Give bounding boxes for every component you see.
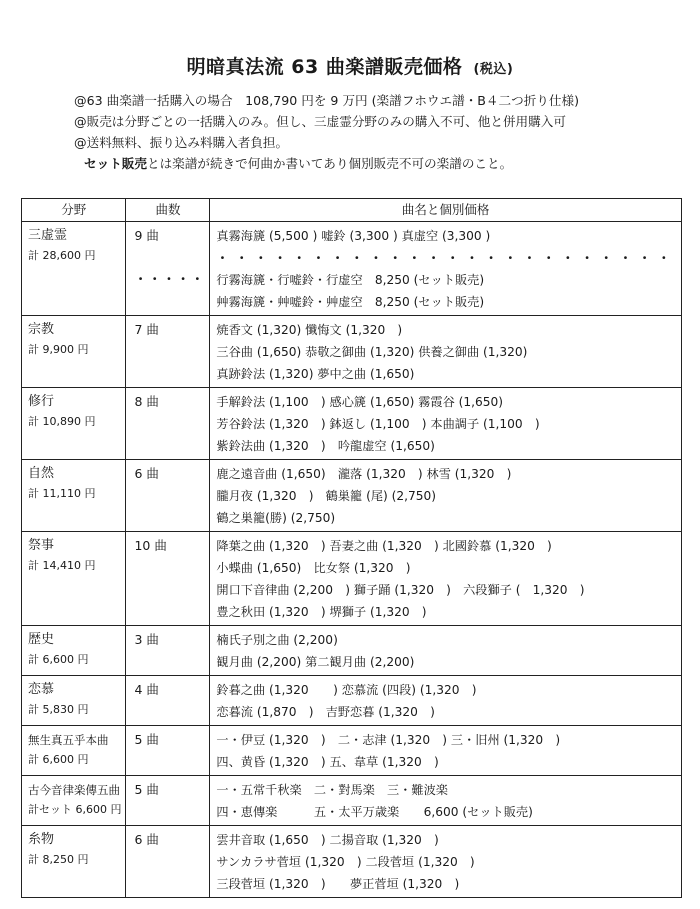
song-price-line: 鶴之巣籠(勝) (2,750) <box>216 511 336 525</box>
songs-cell <box>210 676 682 726</box>
song-price-line: 豊之秋田 (1,320 ) 堺獅子 (1,320 ) <box>216 605 427 619</box>
intro-line-sales: @販売は分野ごとの一括購入のみ。但し、三虚霊分野のみの購入不可、他と併用購入可 <box>74 114 566 129</box>
songs-cell <box>210 222 682 316</box>
table-header-row <box>22 199 682 222</box>
songs-cell <box>210 776 682 826</box>
category-total: 計 6,600 円 <box>28 653 89 666</box>
song-price-line: 行霧海篪・行嘘鈴・行虚空 8,250 (セット販売) <box>216 273 485 287</box>
category-cell <box>22 316 126 388</box>
song-price-line: 焼香文 (1,320) 懺悔文 (1,320 ) <box>216 323 403 337</box>
price-table <box>21 198 682 898</box>
category-cell <box>22 826 126 898</box>
songs-cell <box>210 532 682 626</box>
count-cell <box>126 826 210 898</box>
category-total: 計 10,890 円 <box>28 415 96 428</box>
intro-line-set <box>74 153 684 174</box>
set-sale-term: セット販売 <box>84 156 147 171</box>
ellipsis-line: ・・・・・・・・・・・・・・・・・・・・・・・・ <box>216 251 677 265</box>
intro-line-shipping: @送料無料、振り込み料購入者負担。 <box>74 135 289 150</box>
song-count: 8 曲 <box>134 394 159 409</box>
category-cell <box>22 626 126 676</box>
category-name: 無生真五乎本曲 <box>28 733 109 747</box>
category-cell <box>22 726 126 776</box>
category-total: 計 9,900 円 <box>28 343 89 356</box>
table-row <box>22 626 682 676</box>
page-title <box>0 52 700 79</box>
song-price-line: 艸霧海篪・艸嘘鈴・艸虚空 8,250 (セット販売) <box>216 295 485 309</box>
songs-cell <box>210 388 682 460</box>
table-row <box>22 676 682 726</box>
count-cell <box>126 676 210 726</box>
category-name: 宗教 <box>28 322 55 337</box>
song-count: 10 曲 <box>134 538 167 553</box>
category-total: 計 11,110 円 <box>28 487 96 500</box>
category-total: 計セット 6,600 円 <box>28 803 122 816</box>
song-price-line: 楠氏子別之曲 (2,200) <box>216 633 338 647</box>
count-ellipsis: ・・・・・ <box>134 272 206 286</box>
song-price-line: 四・恵傳楽 五・太平万歳楽 6,600 (セット販売) <box>216 805 533 819</box>
count-cell <box>126 532 210 626</box>
title-tax-note: (税込) <box>473 62 514 77</box>
song-price-line: 開口下音律曲 (2,200 ) 獅子踊 (1,320 ) 六段獅子 ( 1,320 ) <box>216 583 585 597</box>
count-cell <box>126 388 210 460</box>
songs-cell <box>210 626 682 676</box>
category-name: 糸物 <box>28 832 55 847</box>
song-price-line: 観月曲 (2,200) 第二観月曲 (2,200) <box>216 655 415 669</box>
songs-cell <box>210 316 682 388</box>
count-cell <box>126 776 210 826</box>
category-total: 計 8,250 円 <box>28 853 89 866</box>
song-price-line: 雲井音取 (1,650 ) 二揚音取 (1,320 ) <box>216 833 439 847</box>
song-price-line: 三段菅垣 (1,320 ) 夢正菅垣 (1,320 ) <box>216 877 460 891</box>
song-count: 6 曲 <box>134 832 159 847</box>
table-row <box>22 532 682 626</box>
song-count: 5 曲 <box>134 782 159 797</box>
category-cell <box>22 388 126 460</box>
category-name: 自然 <box>28 466 55 481</box>
table-row <box>22 826 682 898</box>
song-price-line: サンカラサ菅垣 (1,320 ) 二段菅垣 (1,320 ) <box>216 855 475 869</box>
category-cell <box>22 532 126 626</box>
category-name: 恋慕 <box>28 682 55 697</box>
header-category: 分野 <box>22 199 126 222</box>
song-price-line: 三谷曲 (1,650) 恭敬之御曲 (1,320) 供養之御曲 (1,320) <box>216 345 528 359</box>
table-body <box>22 222 682 898</box>
table-row <box>22 222 682 316</box>
song-price-line: 真跡鈴法 (1,320) 夢中之曲 (1,650) <box>216 367 415 381</box>
song-count: 7 曲 <box>134 322 159 337</box>
count-cell <box>126 316 210 388</box>
song-price-line: 鈴暮之曲 (1,320 ) 恋慕流 (四段) (1,320 ) <box>216 683 477 697</box>
category-cell <box>22 222 126 316</box>
intro-line-bulk: @63 曲楽譜一括購入の場合 108,790 円を 9 万円 (楽譜フホウエ譜・B４二つ折り仕様) <box>74 93 580 108</box>
song-count: 5 曲 <box>134 732 159 747</box>
set-sale-description: とは楽譜が続きで何曲か書いてあり個別販売不可の楽譜のこと。 <box>146 156 513 171</box>
song-price-line: 恋暮流 (1,870 ) 吉野恋暮 (1,320 ) <box>216 705 435 719</box>
category-cell <box>22 460 126 532</box>
table-row <box>22 726 682 776</box>
song-count: 6 曲 <box>134 466 159 481</box>
count-cell <box>126 222 210 316</box>
header-count: 曲数 <box>126 199 210 222</box>
song-price-line: 降葉之曲 (1,320 ) 吾妻之曲 (1,320 ) 北國鈴慕 (1,320 ) <box>216 539 552 553</box>
song-price-line: 真霧海篪 (5,500 ) 嘘鈴 (3,300 ) 真虚空 (3,300 ) <box>216 229 491 243</box>
category-cell <box>22 676 126 726</box>
category-name: 古今音律楽傳五曲 <box>28 783 120 797</box>
song-price-line: 鹿之遠音曲 (1,650) 瀧落 (1,320 ) 林雪 (1,320 ) <box>216 467 512 481</box>
category-total: 計 28,600 円 <box>28 249 96 262</box>
header-songs: 曲名と個別価格 <box>210 199 682 222</box>
category-total: 計 14,410 円 <box>28 559 96 572</box>
song-price-line: 紫鈴法曲 (1,320 ) 吟龍虚空 (1,650) <box>216 439 435 453</box>
category-name: 三虚霊 <box>28 228 68 243</box>
song-price-line: 一・五常千秋楽 二・對馬楽 三・難波楽 <box>216 783 448 797</box>
song-price-line: 四、黄昏 (1,320 ) 五、韋草 (1,320 ) <box>216 755 439 769</box>
song-price-line: 手解鈴法 (1,100 ) 感心篪 (1,650) 霧霞谷 (1,650) <box>216 395 504 409</box>
table-row <box>22 388 682 460</box>
table-row <box>22 776 682 826</box>
table-row <box>22 460 682 532</box>
table-row <box>22 316 682 388</box>
song-price-line: 朧月夜 (1,320 ) 鶴巣籠 (尾) (2,750) <box>216 489 437 503</box>
song-count: 4 曲 <box>134 682 159 697</box>
title-text: 明暗真法流 63 曲楽譜販売価格 <box>186 56 463 78</box>
song-price-line: 芳谷鈴法 (1,320 ) 鉢返し (1,100 ) 本曲調子 (1,100 ) <box>216 417 540 431</box>
song-count: 3 曲 <box>134 632 159 647</box>
category-cell <box>22 776 126 826</box>
count-cell <box>126 726 210 776</box>
intro-notes <box>74 90 684 174</box>
songs-cell <box>210 726 682 776</box>
song-price-line: 小蝶曲 (1,650) 比女祭 (1,320 ) <box>216 561 411 575</box>
category-name: 歴史 <box>28 632 55 647</box>
songs-cell <box>210 460 682 532</box>
category-name: 修行 <box>28 394 55 409</box>
count-cell <box>126 626 210 676</box>
song-price-line: 一・伊豆 (1,320 ) 二・志津 (1,320 ) 三・旧州 (1,320 ) <box>216 733 561 747</box>
song-count: 9 曲 <box>134 228 159 243</box>
category-total: 計 5,830 円 <box>28 703 89 716</box>
category-name: 祭事 <box>28 538 55 553</box>
category-total: 計 6,600 円 <box>28 753 89 766</box>
songs-cell <box>210 826 682 898</box>
count-cell <box>126 460 210 532</box>
